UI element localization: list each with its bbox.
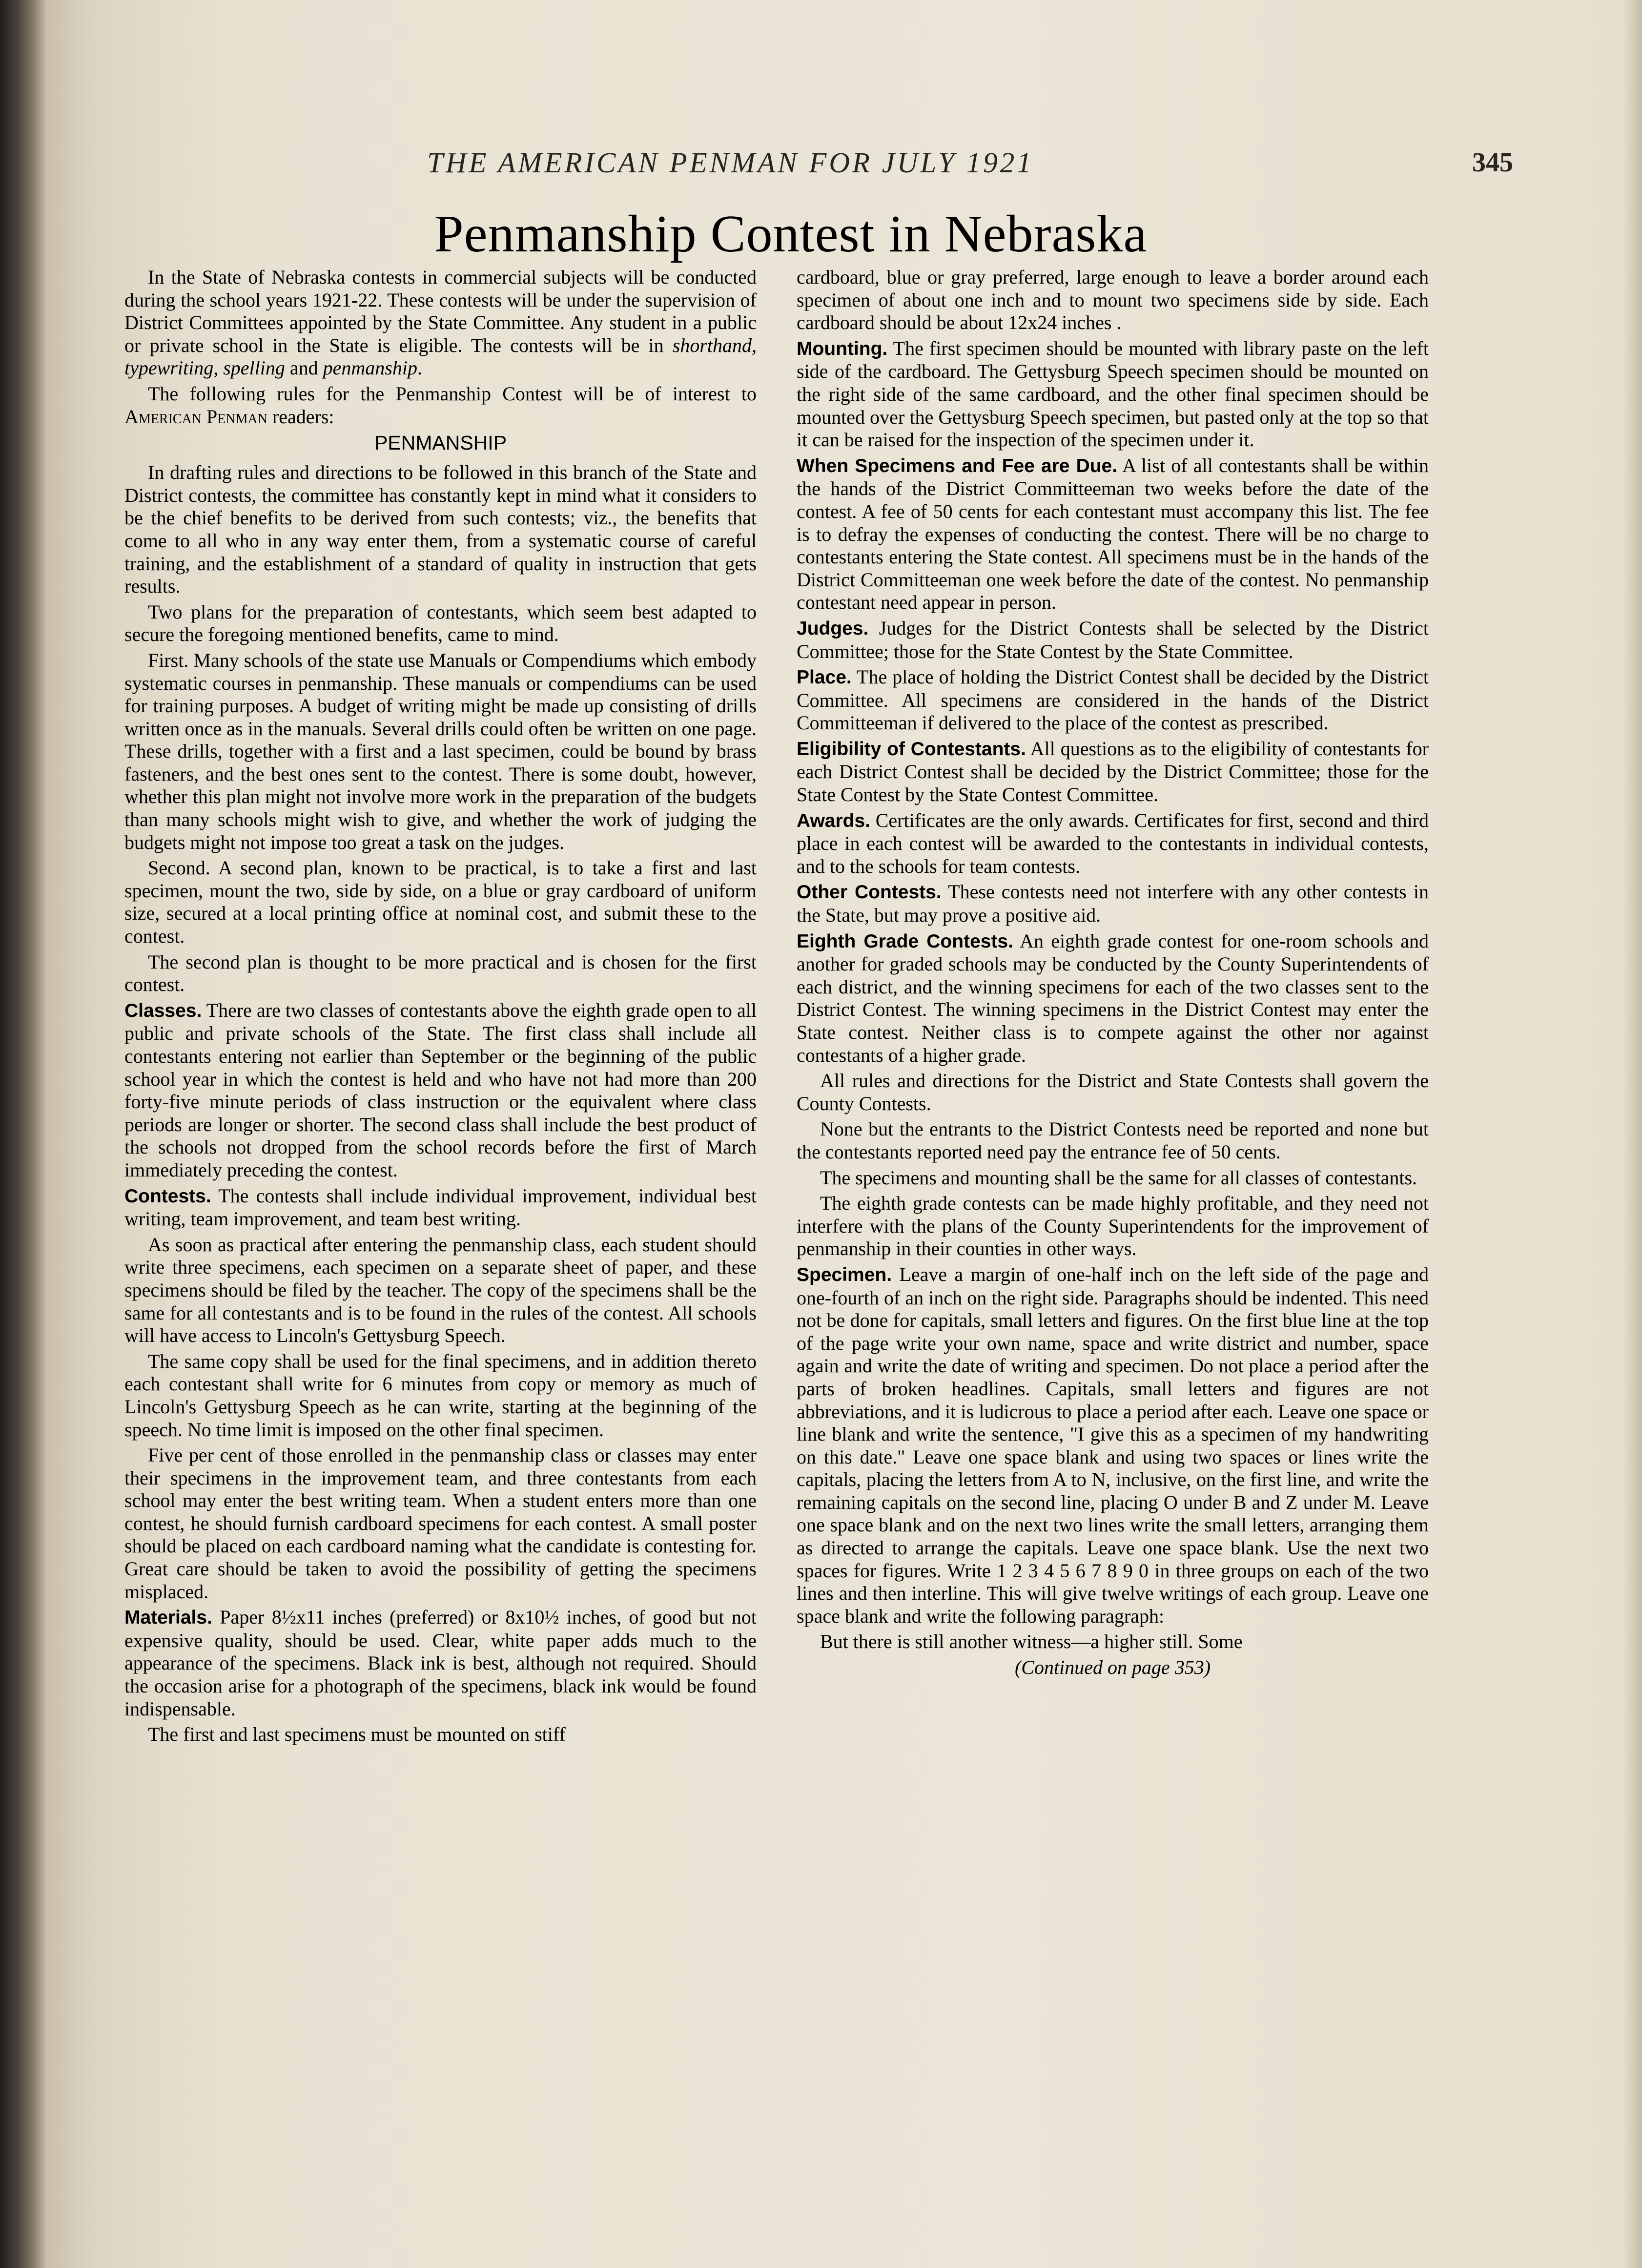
paragraph: The second plan is thought to be more practical and is chosen for the first contest. — [124, 950, 757, 996]
paragraph-specimen — [797, 1263, 1429, 1628]
paragraph: As soon as practical after entering the penmanship class, each student should write three specimens, each specimen on a separate sheet of paper, and these specimens should be filed by the teacher. The copy of the specimens shall be the same for all contestants and is to be found in the rules of the contest. All schools will have access to Lincoln's Gettysburg Speech. — [124, 1233, 757, 1347]
run-in-heading: Judges. — [797, 618, 869, 639]
continued-notice: (Continued on page 353) — [1014, 1656, 1211, 1679]
paragraph-text: A list of all contestants shall be within the hands of the District Committeeman two weeks before the date of the contest. A fee of 50 cents for each contestant must accompany this list. The fee is to defray the expenses of conducting the contest. There will be no charge to contestants entering the State contest. All specimens must be in the hands of the District Committeeman one week before the date of the contest. No penmanship contestant need appear in person. — [797, 454, 1429, 614]
magazine-name: American Penman — [124, 405, 267, 428]
paragraph-text: The contests shall include individual improvement, individual best writing, team improvement, and team best writing. — [124, 1184, 757, 1230]
subject-penmanship-italic: penmanship — [323, 357, 417, 379]
paragraph-text: There are two classes of contestants above the eighth grade open to all public and private schools of the State. The first class shall include all contestants entering not earlier than September or the beginning of the public school year in which the contest is held and who have not had more than 200 forty-five minute periods of class instruction or the equivalent where class periods are longer or shorter. The second class shall include the best product of the schools not dropped from the school records before the first of March immediately preceding the contest. — [124, 999, 757, 1181]
run-in-heading: Mounting. — [797, 338, 888, 359]
run-in-heading: Eighth Grade Contests. — [797, 930, 1013, 952]
paragraph-fee-due — [797, 454, 1429, 614]
run-in-heading: Eligibility of Contestants. — [797, 738, 1026, 760]
paragraph-text: In the State of Nebraska contests in commercial subjects will be conducted during the school years 1921-22. These contests will be under the supervision of District Committees appointed by the State Committee. Any student in a public or private school in the State is eligible. The contests will be in — [124, 266, 757, 356]
subjects-italic: shorthand, typewriting, spelling — [124, 334, 757, 379]
paragraph-second-plan: Second. A second plan, known to be practical, is to take a first and last specimen, mount the two, side by side, on a blue or gray cardboard of uniform size, secured at a local printing office at nominal cost, and submit these to the contest. — [124, 857, 757, 948]
book-binding-shadow — [0, 0, 46, 2268]
paragraph-text: The place of holding the District Contest shall be decided by the District Committee. All specimens are considered in the hands of the District Committeeman if delivered to the place of the contest as prescribed. — [797, 666, 1429, 734]
paragraph-text: Judges for the District Contests shall be selected by the District Committee; those for the State Contest by the State Committee. — [797, 617, 1429, 662]
run-in-heading: When Specimens and Fee are Due. — [797, 455, 1118, 476]
run-in-heading: Specimen. — [797, 1264, 892, 1285]
paragraph-first-plan: First. Many schools of the state use Manuals or Compendiums which embody systematic courses in penmanship. These manuals or compendiums can be used for training purposes. A budget of writing might be made up consisting of drills written once as in the manuals. Several drills could often be written on one page. These drills, together with a first and a last specimen, could be bound by brass fasteners, and the best ones sent to the contest. There is some doubt, however, whether this plan might not involve more work in the preparation of the budgets than many schools might wish to give, and whether the work of judging the budgets might not impose too great a task on the judges. — [124, 649, 757, 853]
paragraph-text: The first specimen should be mounted with library paste on the left side of the cardboard. The Gettysburg Speech specimen should be mounted on the right side of the same cardboard, and the other final specimen should be mounted over the Gettysburg Speech specimen, but pasted only at the top so that it can be raised for the inspection of the specimen under it. — [797, 337, 1429, 451]
paragraph: The same copy shall be used for the final specimens, and in addition thereto each contestant shall write for 6 minutes from copy or memory as much of Lincoln's Gettysburg Speech as he can write, starting at the beginning of the speech. No time limit is imposed on the other final specimen. — [124, 1350, 757, 1441]
paragraph-text: These contests need not interfere with any other contests in the State, but may prove a positive aid. — [797, 881, 1429, 927]
paragraph-text: An eighth grade contest for one-room schools and another for graded schools may be conducted by the County Superintendents of each district, and the winning specimens for each of the two classes sent to the District Contest. The winning specimens in the District Contest may enter the State contest. Neither class is to compete against the other nor against contestants of a higher grade. — [797, 929, 1429, 1066]
paragraph-text: Certificates are the only awards. Certificates for first, second and third place in each contest will be awarded to the contestants in individual contests, and to the schools for team contests. — [797, 809, 1429, 877]
paragraph-eligibility — [797, 738, 1429, 806]
paragraph-eighth-grade — [797, 930, 1429, 1067]
paragraph-judges — [797, 617, 1429, 663]
paragraph-materials — [124, 1606, 757, 1720]
paragraph-text: The following rules for the Penmanship Contest will be of interest to — [148, 382, 757, 405]
page-edge-shadow — [1622, 0, 1642, 2268]
paragraph-mounting — [797, 337, 1429, 452]
left-column — [124, 266, 757, 2136]
paragraph-text: . — [417, 357, 422, 379]
run-in-heading: Contests. — [124, 1185, 211, 1207]
right-column — [797, 266, 1429, 2136]
paragraph-place — [797, 666, 1429, 735]
paragraph: Five per cent of those enrolled in the penmanship class or classes may enter their specimens in the improvement team, and three contestants from each school may enter the best writing team. When a student enters more than one contest, he should furnish cardboard specimens for each contest. A small poster should be placed on each cardboard naming what the candidate is contesting for. Great care should be taken to avoid the possibility of getting the specimens misplaced. — [124, 1444, 757, 1603]
paragraph: The specimens and mounting shall be the same for all classes of contestants. — [820, 1166, 1417, 1189]
run-in-heading: Other Contests. — [797, 882, 942, 903]
paragraph: The eighth grade contests can be made highly profitable, and they need not interfere with the plans of the County Superintendents for the improvement of penmanship in their counties in other ways. — [797, 1192, 1429, 1260]
paragraph: All rules and directions for the District and State Contests shall govern the County Contests. — [797, 1070, 1429, 1114]
paragraph-intro — [124, 266, 757, 380]
paragraph-rules-intro — [124, 383, 757, 428]
paragraph: Two plans for the preparation of contestants, which seem best adapted to secure the foregoing mentioned benefits, came to mind. — [124, 600, 757, 646]
page-number: 345 — [1472, 147, 1513, 178]
section-heading: PENMANSHIP — [374, 432, 507, 454]
paragraph-classes — [124, 999, 757, 1182]
paragraph-quote-start: But there is still another witness—a higher still. Some — [820, 1630, 1243, 1653]
paragraph-contests — [124, 1185, 757, 1231]
run-in-heading: Materials. — [124, 1607, 212, 1629]
paragraph-text: All questions as to the eligibility of contestants for each District Contest shall be decided by the District Committee; those for the State Contest by the State Contest Committee. — [797, 737, 1429, 806]
paragraph: In drafting rules and directions to be followed in this branch of the State and District contests, the committee has constantly kept in mind what it considers to be the chief benefits to be derived from such contests; viz., the benefits that come to all who in any way enter them, from a systematic course of careful training, and the establishment of a standard of quality in instruction that gets results. — [124, 461, 757, 598]
paragraph-text: readers: — [267, 405, 334, 428]
run-in-heading: Place. — [797, 667, 852, 688]
paragraph-text: Paper 8½x11 inches (preferred) or 8x10½ inches, of good but not expensive quality, should be used. Clear, white paper adds much to the appearance of the specimens. Black ink is best, although not required. Should the occasion arise for a photograph of the specimens, black ink would be found indispensable. — [124, 1606, 757, 1720]
paragraph-awards — [797, 809, 1429, 878]
paragraph-continued-cardboard: cardboard, blue or gray preferred, large enough to leave a border around each specimen of about one inch and to mount two specimens side by side. Each cardboard should be about 12x24 inches . — [797, 266, 1429, 334]
paragraph-text: and — [285, 357, 323, 379]
article-title: Penmanship Contest in Nebraska — [434, 205, 1148, 263]
paragraph-other-contests — [797, 881, 1429, 927]
paragraph: The first and last specimens must be mounted on stiff — [148, 1723, 566, 1746]
paragraph-text: Leave a margin of one-half inch on the left side of the page and one-fourth of an inch on the right side. Paragraphs should be indented. This need not be done for capitals, small letters and figures. On the first blue line at the top of the page write your own name, space and write district and number, space again and write the date of writing and specimen. Do not place a period after the parts of broken headlines. Capitals, small letters and figures are not abbreviations, and it is ludicrous to place a period after each. Leave one space or line blank and write the sentence, "I give this as a specimen of my handwriting on this date." Leave one space blank and using two spaces or lines write the capitals, placing the letters from A to N, inclusive, on the first line, and write the remaining capitals on the second line, placing O under B and Z under M. Leave one space blank and on the next two lines write the small letters, arranging them as directed to arrange the capitals. Leave one space blank. Use the next two spaces for figures. Write 1 2 3 4 5 6 7 8 9 0 in three groups on each of the two lines and then interline. This will give twelve writings of each group. Leave one space blank and write the following paragraph: — [797, 1263, 1429, 1627]
paragraph: None but the entrants to the District Contests need be reported and none but the contestants reported need pay the entrance fee of 50 cents. — [797, 1118, 1429, 1163]
run-in-heading: Awards. — [797, 810, 871, 831]
run-in-heading: Classes. — [124, 1000, 202, 1021]
running-head: THE AMERICAN PENMAN FOR JULY 1921 — [427, 146, 1034, 179]
